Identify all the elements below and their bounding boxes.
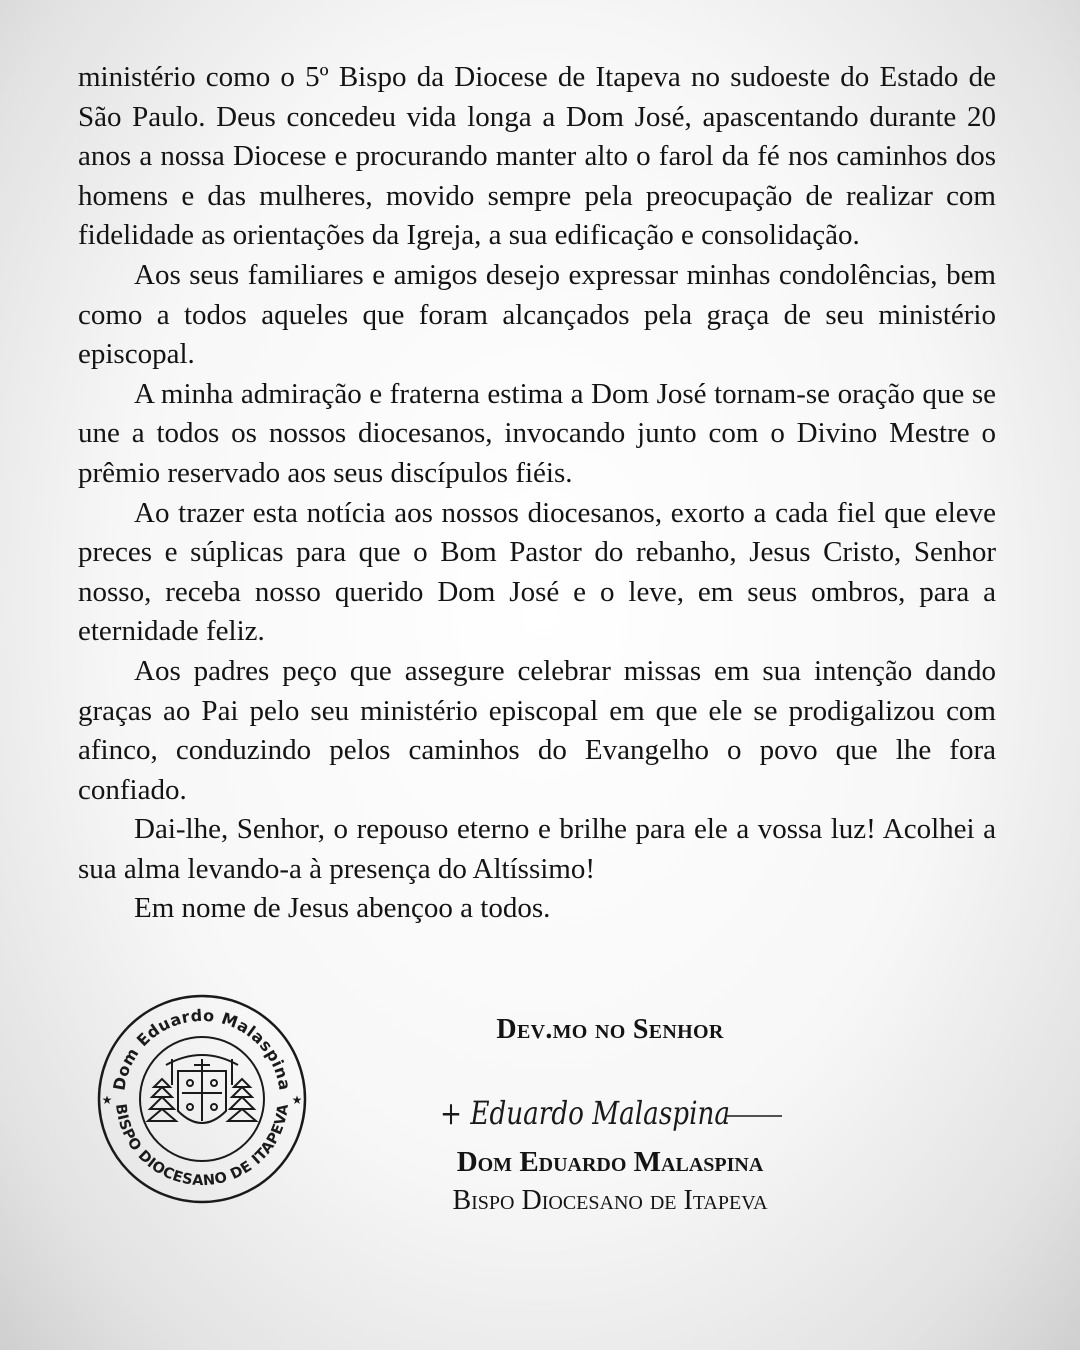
seal-top-text: Dom Eduardo Malaspina <box>109 1005 295 1092</box>
valediction: Dev.mo no Senhor <box>496 1014 724 1045</box>
letter-body <box>78 58 996 929</box>
signer-title: Bispo Diocesano de Itapeva <box>452 1185 768 1216</box>
signer-name: Dom Eduardo Malaspina <box>456 1146 764 1178</box>
coat-of-arms-icon <box>148 1055 256 1123</box>
handwritten-signature <box>430 1080 790 1140</box>
paragraph: ministério como o 5º Bispo da Diocese de Itapeva no sudoeste do Estado de São Paulo. Deus concedeu vida longa a Dom José, apascentando durante 20 anos a nossa Diocese e procurando manter alto o farol da fé nos caminhos dos homens e das mulheres, movido sempre pela preocupação de realizar com fidelidade as orientações da Igreja, a sua edificação e consolidação. <box>78 61 996 252</box>
star-icon: ★ <box>101 1093 113 1107</box>
paragraph: Aos seus familiares e amigos desejo expressar minhas condolências, bem como a todos aqueles que foram alcançados pela graça de seu ministério episcopal. <box>78 258 996 371</box>
episcopal-seal-stamp <box>96 993 308 1205</box>
seal-bottom-text: BISPO DIOCESANO DE ITAPEVA <box>112 1102 292 1190</box>
paragraph: Ao trazer esta notícia aos nossos diocesanos, exorto a cada fiel que eleve preces e súplicas para que o Bom Pastor do rebanho, Jesus Cristo, Senhor nosso, receba nosso querido Dom José e o leve, em seus ombros, para a eternidade feliz. <box>78 496 996 648</box>
paragraph: A minha admiração e fraterna estima a Dom José tornam-se oração que se une a todos os nossos diocesanos, invocando junto com o Divino Mestre o prêmio reservado aos seus discípulos fiéis. <box>78 377 996 489</box>
paragraph: Em nome de Jesus abençoo a todos. <box>134 892 551 925</box>
closing-block <box>420 1010 800 1220</box>
star-icon: ★ <box>291 1093 303 1107</box>
paragraph: Aos padres peço que assegure celebrar missas em sua intenção dando graças ao Pai pelo seu ministério episcopal em que ele se prodigalizou com afinco, conduzindo pelos caminhos do Evangelho o povo que lhe fora confiado. <box>78 654 996 806</box>
paragraph: Dai-lhe, Senhor, o repouso eterno e brilhe para ele a vossa luz! Acolhei a sua alma levando-a à presença do Altíssimo! <box>78 813 996 885</box>
svg-text:+ Eduardo Malaspina: + Eduardo Malaspina <box>440 1094 730 1132</box>
